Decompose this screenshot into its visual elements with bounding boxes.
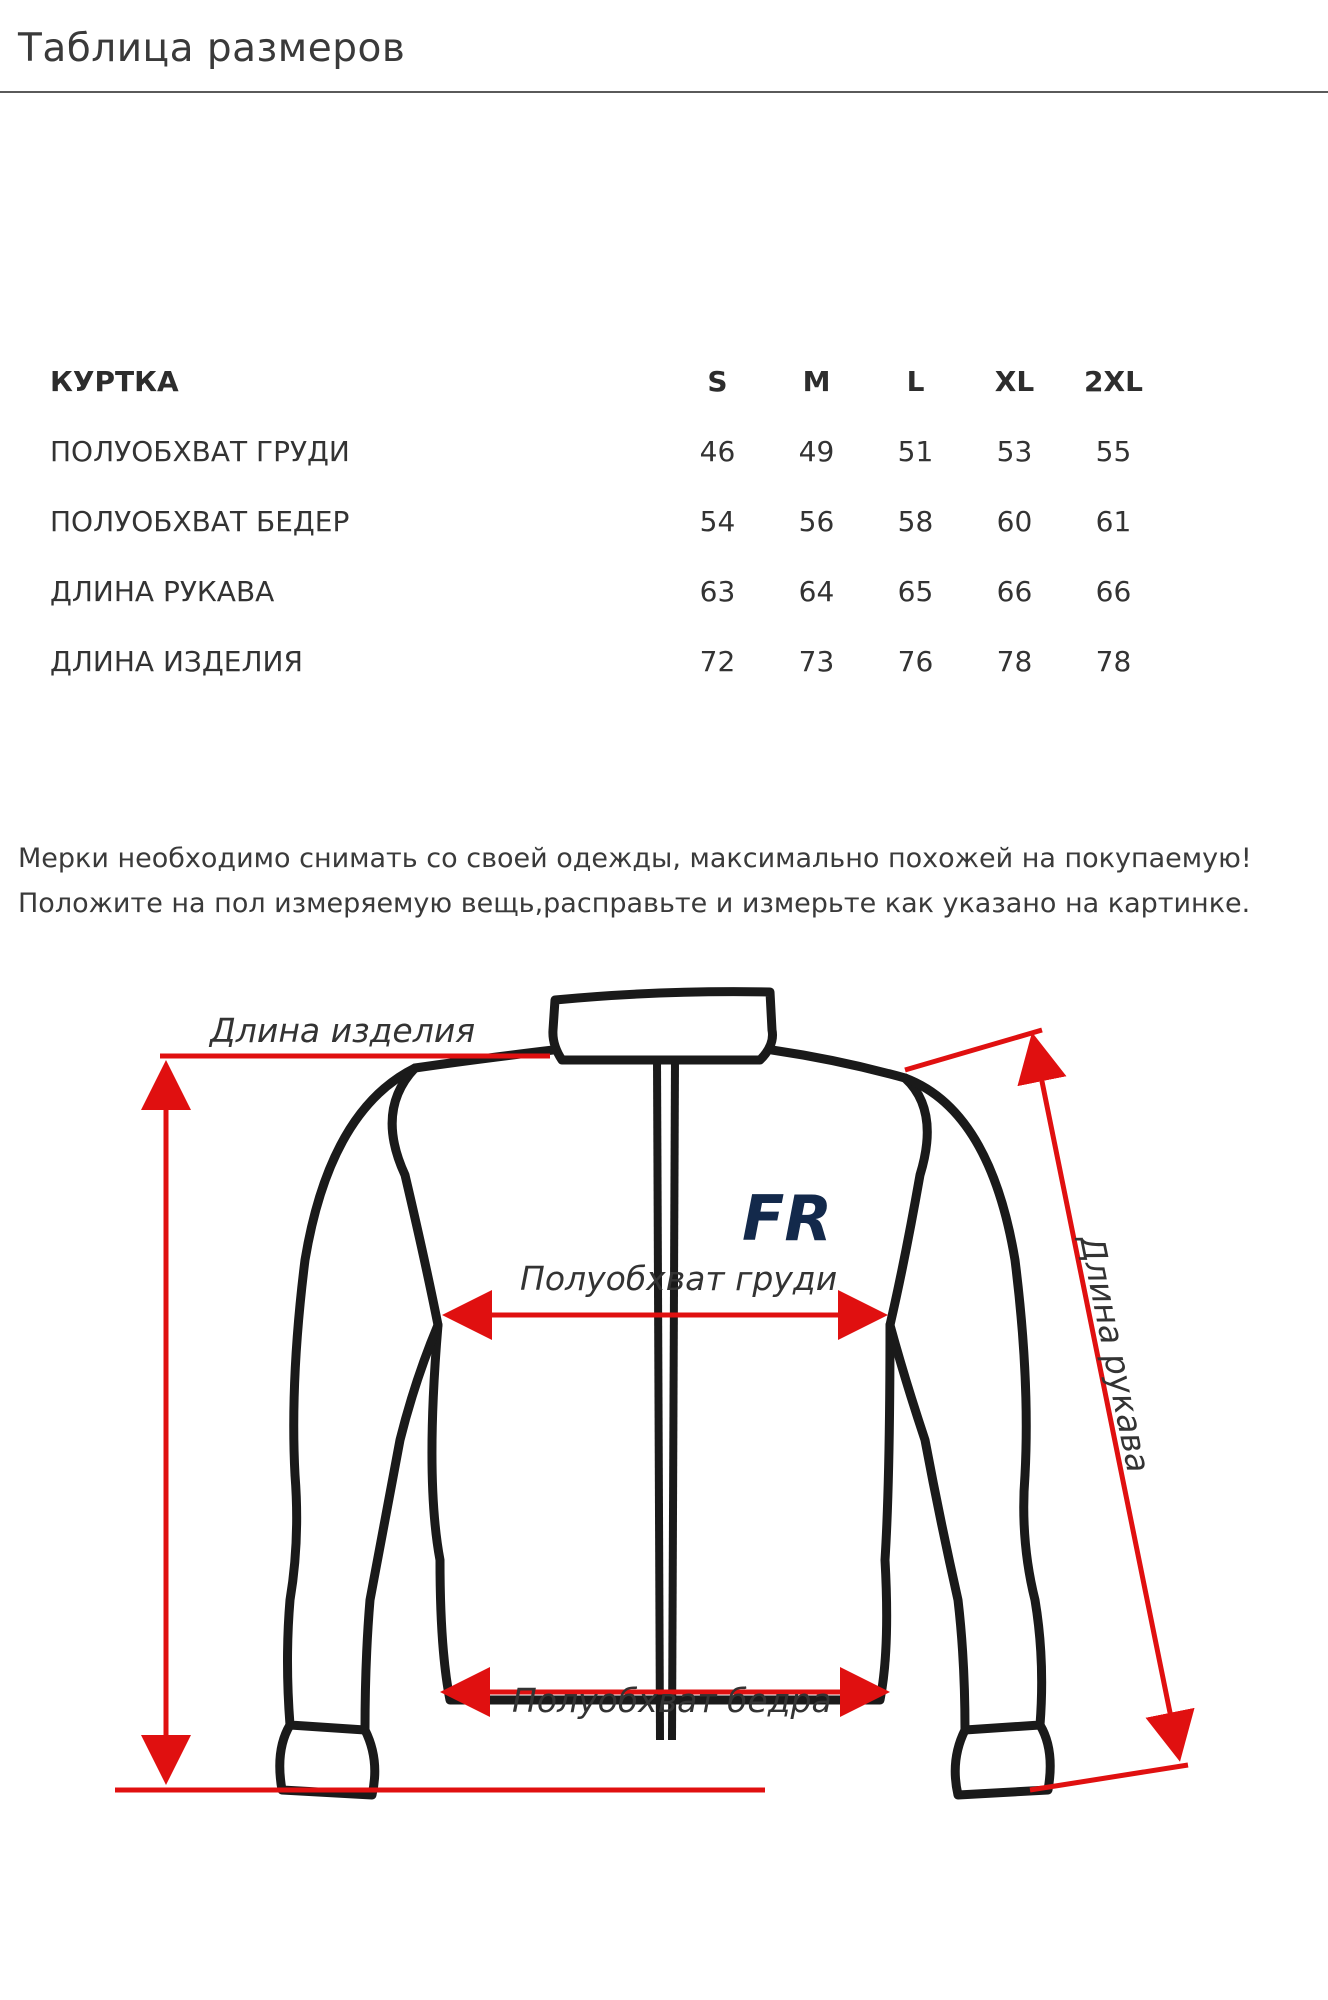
measure-value: 51	[897, 434, 934, 468]
measure-value: 53	[996, 434, 1033, 468]
size-header: 2XL	[1084, 364, 1143, 398]
length-label: Длина изделия	[210, 1011, 476, 1050]
jacket-measurement-diagram	[0, 960, 1328, 2000]
size-table	[50, 346, 1163, 696]
page-title: Таблица размеров	[18, 26, 406, 71]
size-header: XL	[994, 364, 1035, 398]
table-row	[50, 556, 1163, 626]
table-row	[50, 486, 1163, 556]
measure-value: 56	[798, 504, 835, 538]
jacket-outline-icon	[280, 992, 1050, 1795]
measure-value: 49	[798, 434, 835, 468]
measure-value: 46	[699, 434, 736, 468]
measure-value: 72	[699, 644, 736, 678]
measure-value: 58	[897, 504, 934, 538]
length-arrow	[115, 1056, 765, 1790]
measurement-instructions	[18, 836, 1318, 926]
product-label: КУРТКА	[50, 364, 179, 398]
table-row	[50, 416, 1163, 486]
measure-label: ПОЛУОБХВАТ БЕДЕР	[50, 504, 350, 538]
size-header: S	[707, 364, 728, 398]
measure-value: 73	[798, 644, 835, 678]
instruction-line: Положите на пол измеряемую вещь,расправьте и измерьте как указано на картинке.	[18, 888, 1251, 919]
brand-logo	[742, 1182, 832, 1255]
title-divider	[0, 91, 1328, 93]
logo-text: FR	[742, 1182, 833, 1255]
measure-value: 65	[897, 574, 934, 608]
measure-value: 66	[1095, 574, 1132, 608]
hip-label: Полуобхват бедра	[512, 1681, 832, 1720]
measure-value: 54	[699, 504, 736, 538]
measure-value: 60	[996, 504, 1033, 538]
instruction-line: Мерки необходимо снимать со своей одежды, максимально похожей на покупаемую!	[18, 843, 1252, 874]
zipper-icon	[657, 1060, 675, 1740]
measure-value: 78	[996, 644, 1033, 678]
measure-label: ДЛИНА РУКАВА	[50, 574, 275, 608]
measure-value: 55	[1095, 434, 1132, 468]
chest-label: Полуобхват груди	[520, 1259, 838, 1298]
size-header: M	[802, 364, 831, 398]
measure-value: 61	[1095, 504, 1132, 538]
measure-label: ПОЛУОБХВАТ ГРУДИ	[50, 434, 350, 468]
measure-label: ДЛИНА ИЗДЕЛИЯ	[50, 644, 303, 678]
sleeve-label: Длина рукава	[1072, 1231, 1159, 1476]
measure-value: 66	[996, 574, 1033, 608]
measure-value: 78	[1095, 644, 1132, 678]
size-header: L	[906, 364, 925, 398]
measure-value: 64	[798, 574, 835, 608]
table-header-row	[50, 346, 1163, 416]
measure-value: 63	[699, 574, 736, 608]
table-row	[50, 626, 1163, 696]
measure-value: 76	[897, 644, 934, 678]
